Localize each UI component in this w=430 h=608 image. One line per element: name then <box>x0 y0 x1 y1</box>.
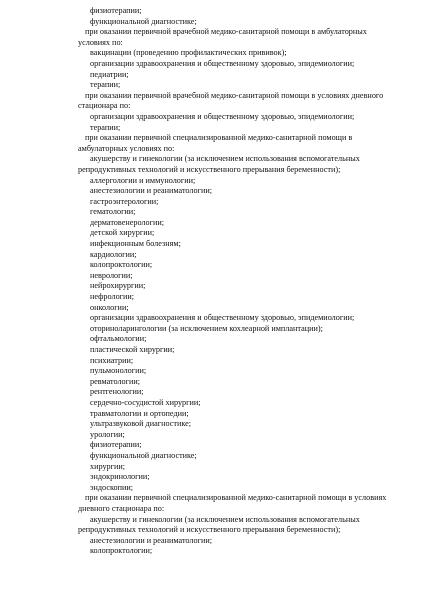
section-heading-line: условиях по: <box>78 37 123 47</box>
section-heading-line: при оказании первичной врачебной медико-санитарной помощи в амбулаторных <box>85 27 367 37</box>
text-line: организации здравоохранения и общественному здоровью, эпидемиологии; <box>90 58 355 68</box>
text-line: колопроктологии; <box>90 260 153 270</box>
text-line: анестезиологии и реаниматологии; <box>90 535 212 545</box>
text-line: терапии; <box>90 122 121 132</box>
section-heading-line: дневного стационара по: <box>78 503 165 513</box>
text-line: репродуктивных технологий и искусственного прерывания беременности); <box>78 525 341 535</box>
text-line: акушерству и гинекологии (за исключением использования вспомогательных <box>90 514 360 524</box>
text-line: аллергологии и иммунологии; <box>90 175 196 185</box>
section-heading-line: при оказании первичной специализированной медико-санитарной помощи в условиях <box>85 493 387 503</box>
text-line: функциональной диагностике; <box>90 450 197 460</box>
text-line: физиотерапии; <box>90 440 142 450</box>
text-line: эндокринологии; <box>90 472 150 482</box>
text-line: репродуктивных технологий и искусственного прерывания беременности); <box>78 164 341 174</box>
text-line: неврологии; <box>90 270 133 280</box>
text-line: психиатрии; <box>90 355 134 365</box>
text-line: ревматологии; <box>90 376 141 386</box>
text-line: оториноларингологии (за исключением кохлеарной имплантации); <box>90 323 323 333</box>
text-line: колопроктологии; <box>90 546 153 556</box>
text-line: организации здравоохранения и общественному здоровью, эпидемиологии; <box>90 111 355 121</box>
text-line: педиатрии; <box>90 69 129 79</box>
text-line: рентгенологии; <box>90 387 144 397</box>
text-line: анестезиологии и реаниматологии; <box>90 186 212 196</box>
text-line: эндоскопии; <box>90 482 134 492</box>
text-line: функциональной диагностике; <box>90 16 197 26</box>
section-heading-line: при оказании первичной врачебной медико-санитарной помощи в условиях дневного <box>85 90 384 100</box>
section-heading-line: амбулаторных условиях по: <box>78 143 175 153</box>
text-line: дерматовенерологии; <box>90 217 165 227</box>
text-line: организации здравоохранения и общественному здоровью, эпидемиологии; <box>90 313 355 323</box>
text-line: травматологии и ортопедии; <box>90 408 189 418</box>
section-heading-line: стационара по: <box>78 101 131 111</box>
text-line: сердечно-сосудистой хирургии; <box>90 397 201 407</box>
text-line: кардиологии; <box>90 249 137 259</box>
text-line: физиотерапии; <box>90 6 142 15</box>
document-body <box>78 6 390 557</box>
text-line: пульмонологии; <box>90 366 147 376</box>
text-line: ультразвуковой диагностике; <box>90 419 192 429</box>
text-line: акушерству и гинекологии (за исключением использования вспомогательных <box>90 154 360 164</box>
text-line: офтальмологии; <box>90 334 147 344</box>
text-line: гастроэнтерологии; <box>90 196 159 206</box>
text-line: нефрологии; <box>90 292 135 302</box>
text-line: терапии; <box>90 80 121 90</box>
text-line: вакцинации (проведению профилактических прививок); <box>90 48 287 58</box>
section-heading-line: при оказании первичной специализированной медико-санитарной помощи в <box>85 133 353 143</box>
text-line: инфекционным болезням; <box>90 239 181 249</box>
text-line: гематологии; <box>90 207 136 217</box>
text-line: хирургии; <box>90 461 126 471</box>
text-line: онкологии; <box>90 302 129 312</box>
text-line: урологии; <box>90 429 125 439</box>
text-line: нейрохирургии; <box>90 281 146 291</box>
text-line: детской хирургии; <box>90 228 155 238</box>
text-line: пластической хирургии; <box>90 345 175 354</box>
